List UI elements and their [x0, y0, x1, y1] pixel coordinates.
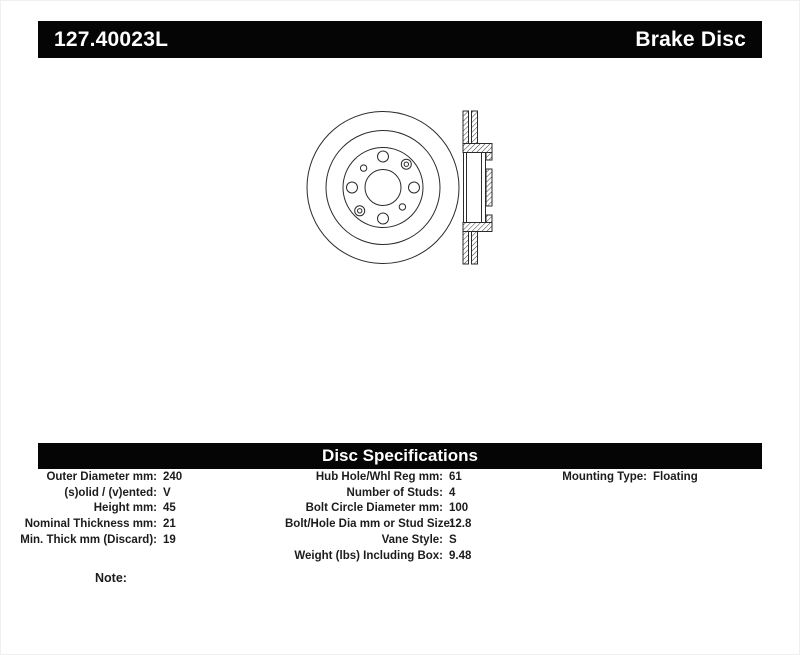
spec-row [285, 486, 471, 502]
stud-hole [378, 213, 389, 224]
spec-row [20, 470, 182, 486]
spec-row [285, 517, 471, 533]
spec-row [20, 517, 182, 533]
spec-value: S [449, 533, 457, 546]
spec-label: Min. Thick mm (Discard): [20, 533, 157, 546]
small-hole [360, 165, 366, 171]
spec-value: 12.8 [449, 518, 472, 531]
spec-column-type [535, 470, 698, 486]
spec-label: Mounting Type: [562, 471, 647, 483]
spec-label: Weight (lbs) Including Box: [294, 549, 443, 562]
spec-row [20, 486, 182, 502]
spec-label: Vane Style: [381, 533, 443, 546]
spec-row [285, 549, 471, 565]
stud-hole [378, 151, 389, 162]
part-number: 127.40023L [54, 27, 169, 51]
spec-label: Bolt Circle Diameter mm: [305, 502, 443, 515]
spec-label: Outer Diameter mm: [46, 471, 157, 483]
spec-row [285, 470, 471, 486]
small-hole [399, 204, 405, 210]
spec-row [20, 501, 182, 517]
spec-label: Height mm: [93, 502, 157, 515]
brake-disc-diagram [285, 100, 515, 280]
alignment-hole [355, 206, 365, 216]
disc-front-view [307, 112, 459, 264]
spec-label: Hub Hole/Whl Reg mm: [315, 471, 443, 483]
brake-disc-drawing [285, 100, 515, 280]
note-label: Note: [95, 571, 127, 585]
spec-label: (s)olid / (v)ented: [64, 486, 157, 499]
spec-row [535, 470, 698, 486]
spec-row [285, 501, 471, 517]
disc-side-view [463, 111, 492, 264]
product-title: Brake Disc [635, 27, 746, 51]
spec-section-title: Disc Specifications [322, 446, 478, 465]
spec-label: Number of Studs: [346, 486, 443, 499]
spec-value: 45 [163, 502, 176, 515]
spec-label: Nominal Thickness mm: [24, 518, 157, 531]
spec-value: 4 [449, 486, 456, 499]
spec-section-header [38, 443, 762, 469]
alignment-hole [401, 159, 411, 169]
stud-hole [409, 182, 420, 193]
spec-value: 9.48 [449, 549, 472, 562]
header-bar [38, 21, 762, 58]
spec-value: V [163, 486, 171, 499]
spec-value: 240 [163, 471, 183, 483]
spec-value: 61 [449, 471, 462, 483]
spec-value: 19 [163, 533, 176, 546]
spec-column-dimensions [20, 470, 182, 549]
spec-value: 100 [449, 502, 469, 515]
stud-hole [347, 182, 358, 193]
spec-row [20, 533, 182, 549]
spec-column-mounting [285, 470, 471, 564]
spec-value: Floating [653, 471, 698, 483]
spec-row [285, 533, 471, 549]
spec-value: 21 [163, 518, 176, 531]
spec-label: Bolt/Hole Dia mm or Stud Size: [285, 518, 454, 531]
